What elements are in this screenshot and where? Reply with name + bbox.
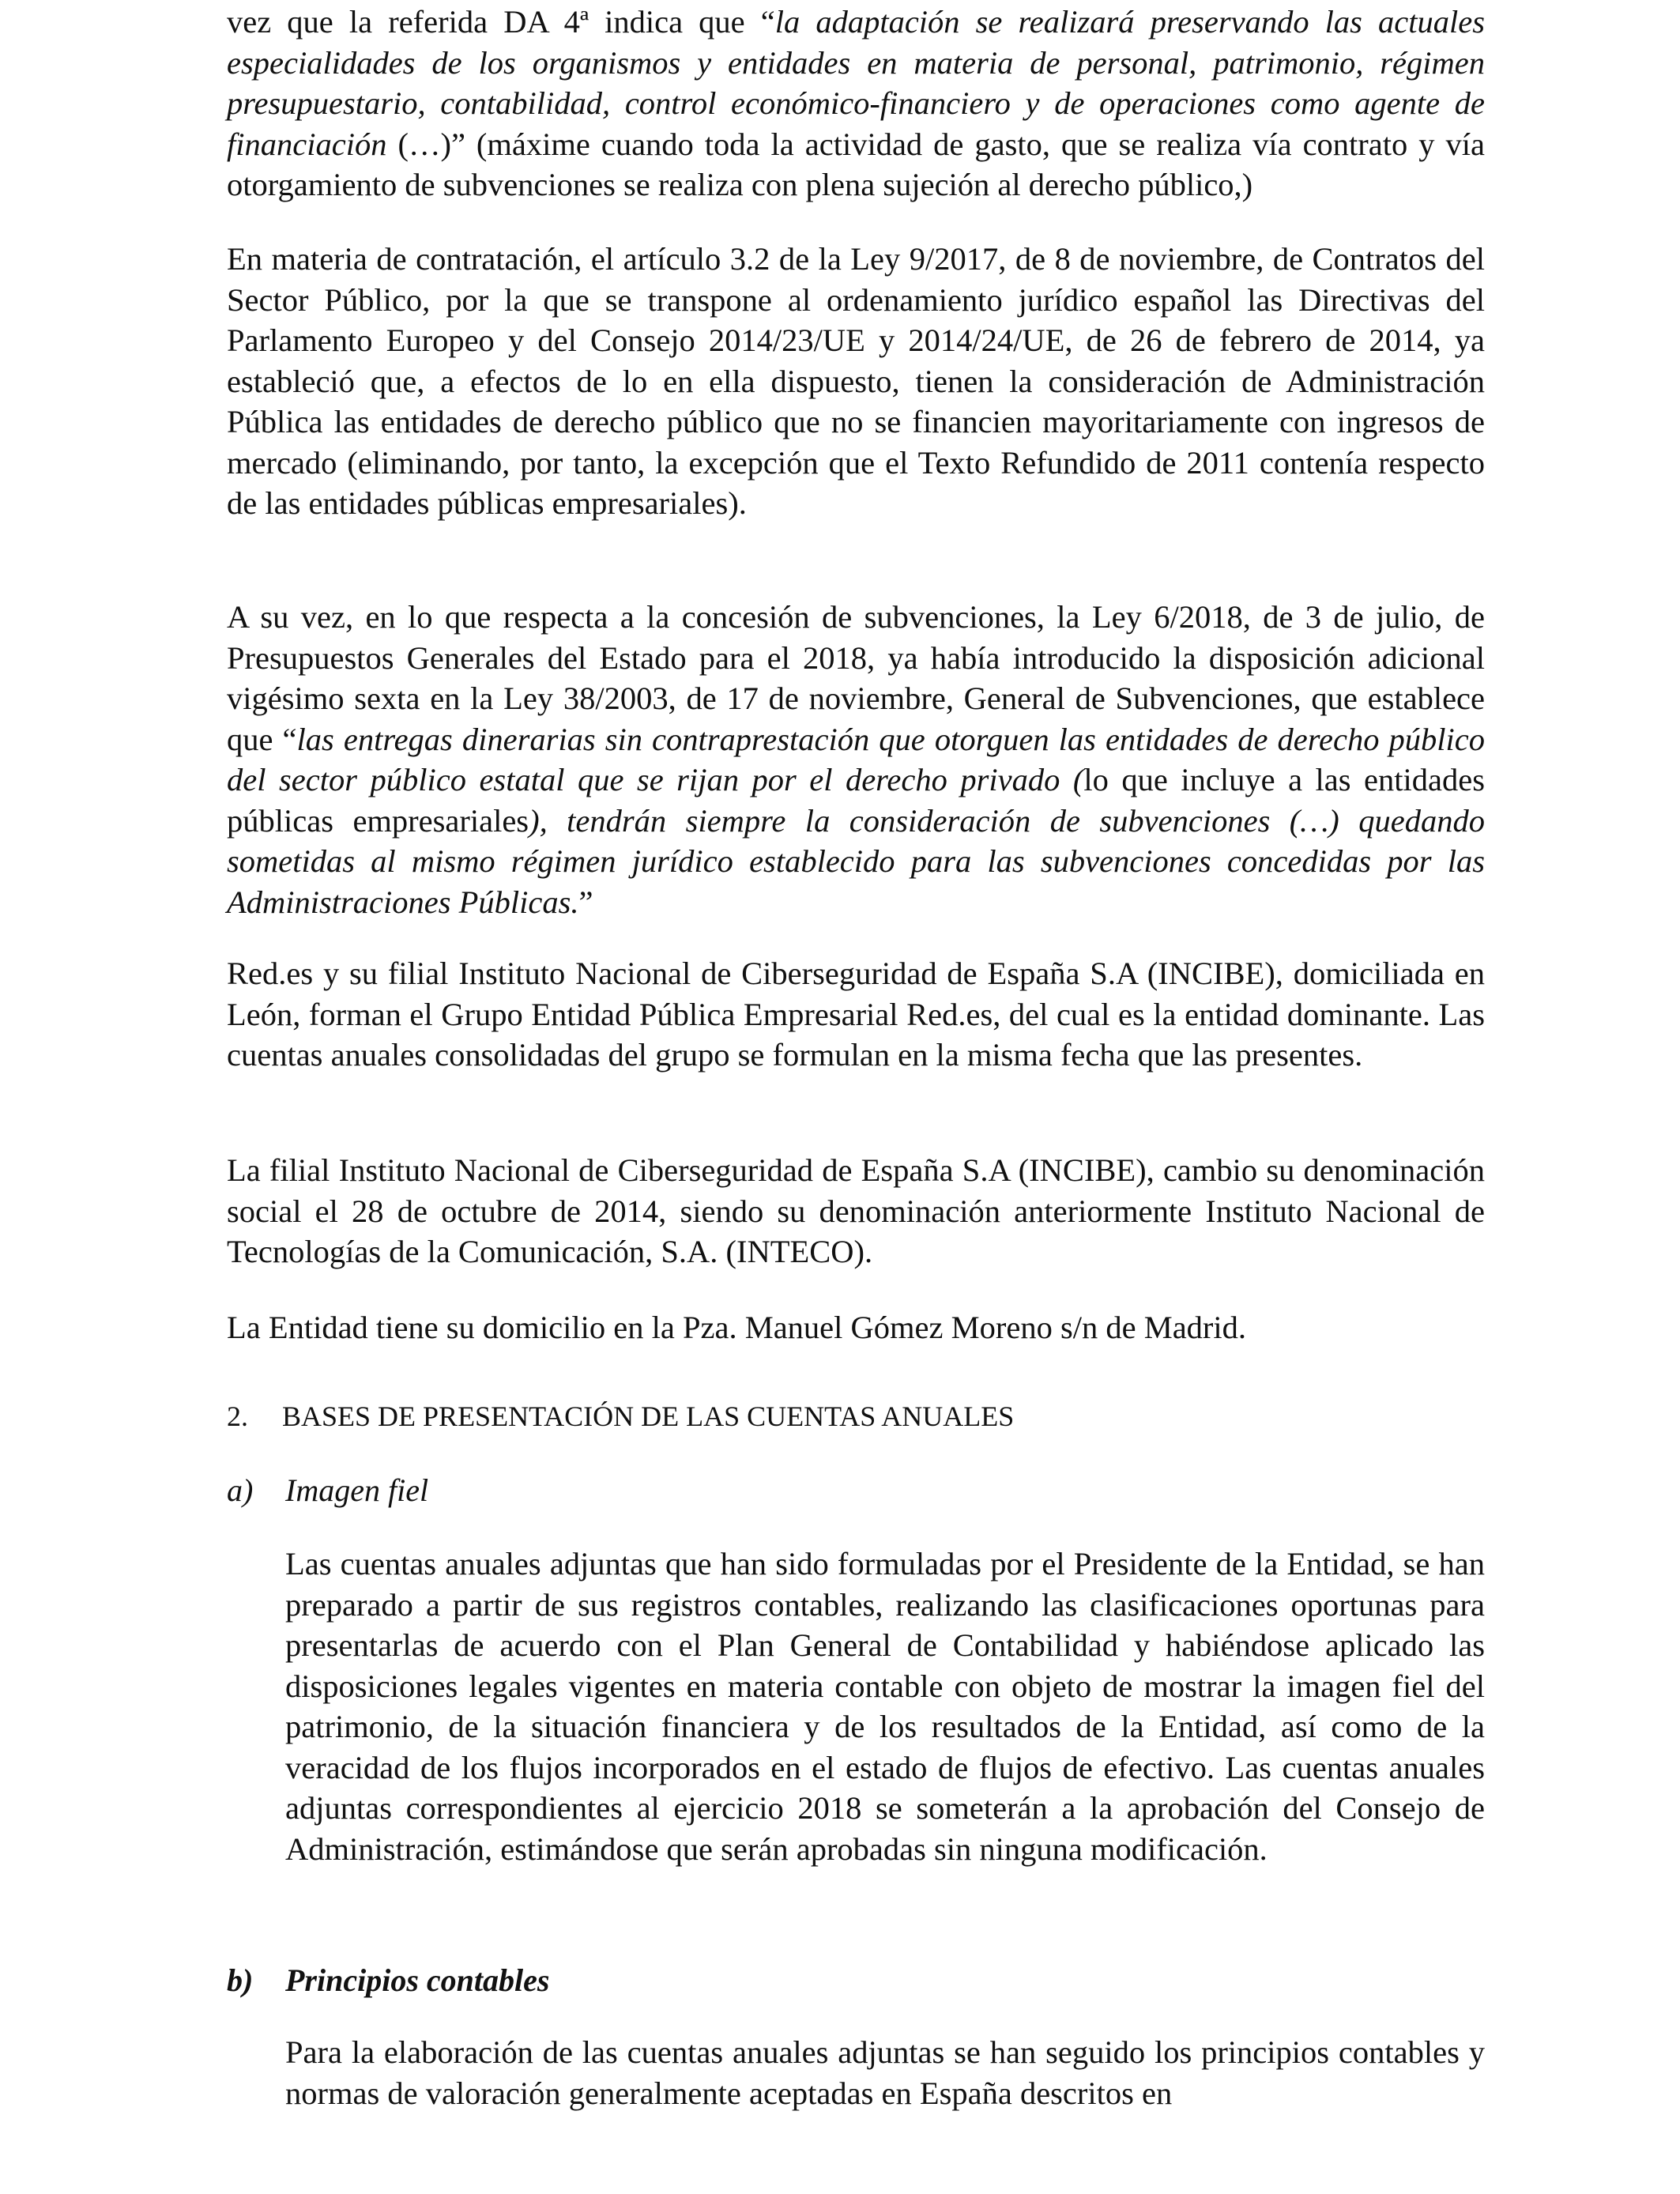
section-number: 2. (227, 1400, 248, 1432)
paragraph-contratacion: En materia de contratación, el artículo 3.2 de la Ley 9/2017, de 8 de noviembre, de Contratos del Sector Público, por la que se transpone al ordenamiento jurídico español las Directivas del Parlamento Europeo y del Consejo 2014/23/UE y 2014/24/UE, de 26 de febrero de 2014, ya estableció que, a efectos de lo en ella dispuesto, tienen la consideración de Administración Pública las entidades de derecho público que no se financien mayoritariamente con ingresos de mercado (eliminando, por tanto, la excepción que el Texto Refundido de 2011 contenía respecto de las entidades públicas empresariales). (227, 241, 1485, 521)
section-title: BASES DE PRESENTACIÓN DE LAS CUENTAS ANUALES (282, 1400, 1015, 1432)
paragraph-subvenciones (227, 597, 1485, 922)
subsection-heading-b (227, 1961, 549, 2000)
paragraph-incibe: La filial Instituto Nacional de Ciberseguridad de España S.A (INCIBE), cambio su denominación social el 28 de octubre de 2014, siendo su denominación anteriormente Instituto Nacional de Tecnologías de la Comunicación, S.A. (INTECO). (227, 1152, 1485, 1269)
paragraph-text: ” (578, 884, 593, 920)
paragraph-text: A su vez, en lo que respecta a la concesión de subvenciones, la Ley 6/2018, de 3 de julio, de Presupuestos Generales del Estado para el 2018, ya había introducido la disposición adicional vigésimo sexta en la Ley 38/2003, de 17 de noviembre, General de Subvenciones, que establece que “ (227, 599, 1485, 757)
quoted-text: la adaptación se realizará preservando las actuales especialidades de los organismos y entidades en materia de personal, patrimonio, régimen presupuestario, contabilidad, control económico-financiero y de operaciones como agente de financiación (227, 4, 1486, 162)
paragraph-grupo-redes: Red.es y su filial Instituto Nacional de Ciberseguridad de España S.A (INCIBE), domiciliada en León, forman el Grupo Entidad Pública Empresarial Red.es, del cual es la entidad dominante. Las cuentas anuales consolidadas del grupo se formulan en la misma fecha que las presentes. (227, 956, 1485, 1072)
subsection-title: Principios contables (285, 1962, 550, 1998)
paragraph-imagen-fiel: Las cuentas anuales adjuntas que han sido formuladas por el Presidente de la Entidad, se han preparado a partir de sus registros contables, realizando las clasificaciones oportunas para presentarlas de acuerdo con el Plan General de Contabilidad y habiéndose aplicado las disposiciones legales vigentes en materia contable con objeto de mostrar la imagen fiel del patrimonio, de la situación financiera y de los resultados de la Entidad, así como de la veracidad de los flujos incorporados en el estado de flujos de efectivo. Las cuentas anuales adjuntas correspondientes al ejercicio 2018 se someterán a la aprobación del Consejo de Administración, estimándose que serán aprobadas sin ninguna modificación. (285, 1546, 1485, 1867)
paragraph-da4-quote (227, 2, 1485, 205)
paragraph-text: lo que incluye a las entidades públicas empresariales (227, 762, 1485, 839)
paragraph-text: (…)” (máxime cuando toda la actividad de gasto, que se realiza vía contrato y vía otorgamiento de subvenciones se realiza con plena sujeción al derecho público,) (227, 126, 1485, 202)
subsection-letter: a) (227, 1472, 254, 1508)
quoted-text: ), tendrán siempre la consideración de subvenciones (…) quedando sometidas al mismo régimen jurídico establecido para las subvenciones concedidas por las Administraciones Públicas. (227, 802, 1485, 920)
quoted-text: las entregas dinerarias sin contraprestación que otorguen las entidades de derecho público del sector público estatal que se rijan por el derecho privado ( (227, 721, 1485, 797)
paragraph-principios-contables: Para la elaboración de las cuentas anuales adjuntas se han seguido los principios contables y normas de valoración generalmente aceptadas en España descritos en (285, 2034, 1485, 2111)
subsection-letter: b) (227, 1962, 254, 1998)
paragraph-text: vez que la referida DA 4ª indica que “ (227, 4, 775, 40)
section-heading (227, 1399, 1014, 1434)
paragraph-domicilio: La Entidad tiene su domicilio en la Pza. Manuel Gómez Moreno s/n de Madrid. (227, 1310, 1247, 1345)
subsection-heading-a (227, 1471, 428, 1510)
subsection-title: Imagen fiel (285, 1472, 429, 1508)
